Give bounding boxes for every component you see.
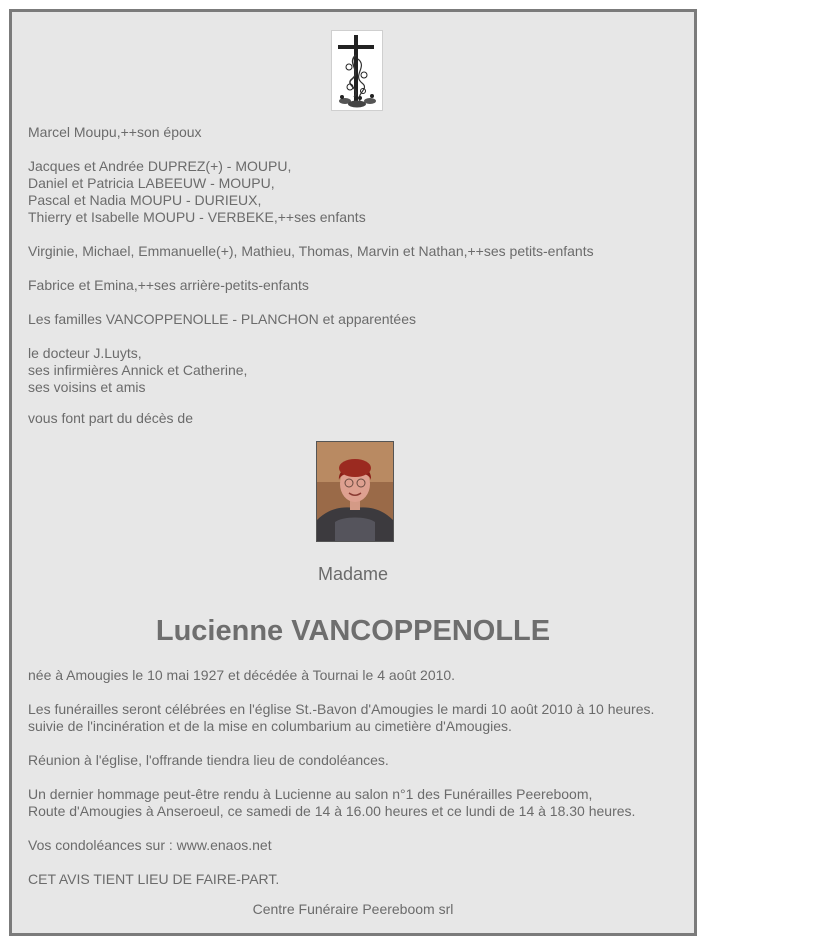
funeral-line: suivie de l'incinération et de la mise en columbarium au cimetière d'Amougies. — [28, 718, 512, 734]
spouse-line: Marcel Moupu,++son époux — [28, 124, 202, 140]
children-line: Daniel et Patricia LABEEUW - MOUPU, — [28, 175, 275, 191]
announcement-line: vous font part du décès de — [28, 410, 193, 426]
tribute-line: Route d'Amougies à Anseroeul, ce samedi de 14 à 16.00 heures et ce lundi de 14 à 18.30 heures. — [28, 803, 636, 819]
children-line: Jacques et Andrée DUPREZ(+) - MOUPU, — [28, 158, 292, 174]
children-line: Thierry et Isabelle MOUPU - VERBEKE,++ses enfants — [28, 209, 366, 225]
funeral-line: Les funérailles seront célébrées en l'église St.-Bavon d'Amougies le mardi 10 août 2010 à 10 heures. — [28, 701, 655, 717]
tribute-line: Un dernier hommage peut-être rendu à Lucienne au salon n°1 des Funérailles Peereboom, — [28, 786, 593, 802]
children-line: Pascal et Nadia MOUPU - DURIEUX, — [28, 192, 262, 208]
obituary-card — [9, 9, 697, 936]
others-line: ses infirmières Annick et Catherine, — [28, 362, 248, 378]
cross-with-flowers-icon — [331, 30, 383, 111]
condolences-line: Vos condoléances sur : www.enaos.net — [28, 837, 272, 853]
others-line: ses voisins et amis — [28, 379, 146, 395]
families-line: Les familles VANCOPPENOLLE - PLANCHON et apparentées — [28, 311, 417, 327]
portrait-photo — [316, 441, 394, 542]
reunion-line: Réunion à l'église, l'offrande tiendra lieu de condoléances. — [28, 752, 389, 768]
grandchildren-line: Virginie, Michael, Emmanuelle(+), Mathieu, Thomas, Marvin et Nathan,++ses petits-enfants — [28, 243, 594, 259]
honorific: Madame — [317, 564, 389, 584]
deceased-name: Lucienne VANCOPPENOLLE — [155, 615, 551, 647]
others-line: le docteur J.Luyts, — [28, 345, 142, 361]
birth-death-line: née à Amougies le 10 mai 1927 et décédée à Tournai le 4 août 2010. — [28, 667, 456, 683]
funeral-home-footer: Centre Funéraire Peereboom srl — [252, 901, 454, 917]
great-grandchildren-line: Fabrice et Emina,++ses arrière-petits-enfants — [28, 277, 309, 293]
notice-line: CET AVIS TIENT LIEU DE FAIRE-PART. — [28, 871, 280, 887]
